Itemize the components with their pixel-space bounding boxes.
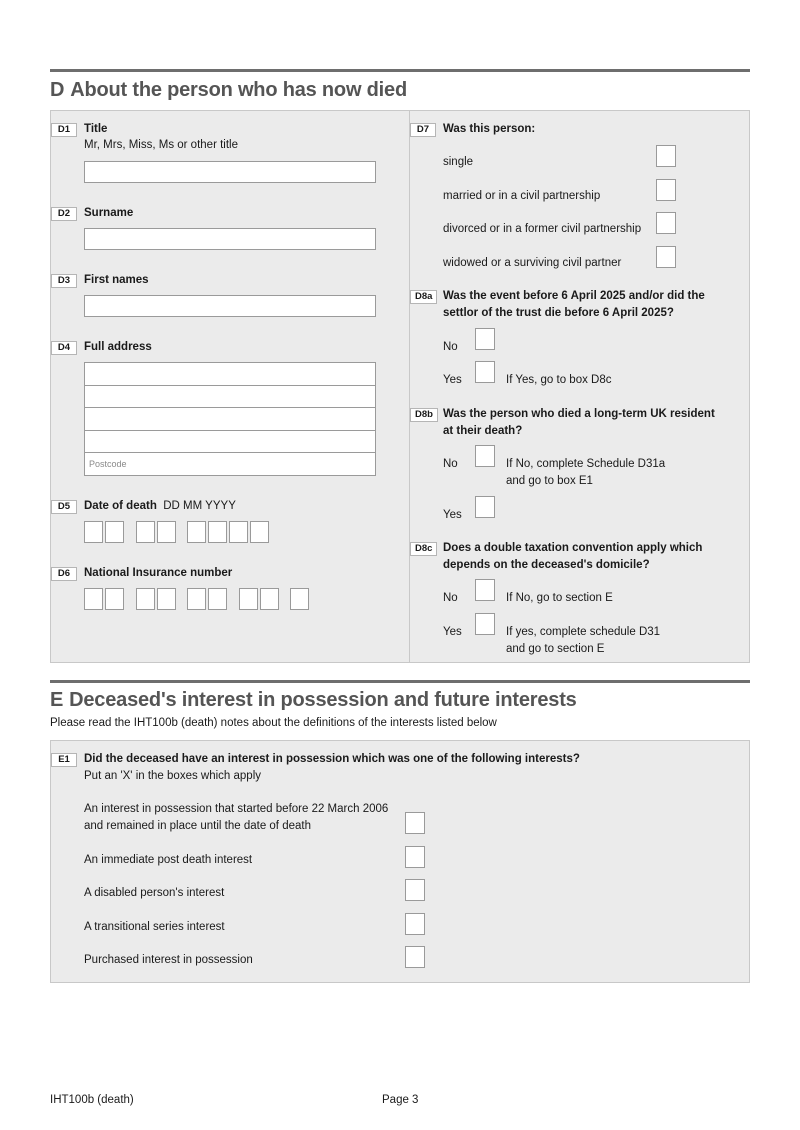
date-of-death-day-2[interactable] bbox=[105, 521, 124, 543]
d8b-no-note-line-1: If No, complete Schedule D31a bbox=[506, 458, 666, 470]
e1-option-3-checkbox[interactable] bbox=[405, 879, 425, 901]
e1-option-5-checkbox[interactable] bbox=[405, 946, 425, 968]
e1-option-4: A transitional series interest bbox=[84, 921, 225, 933]
title-input[interactable] bbox=[84, 161, 376, 183]
d8c-yes-note-line-1: If yes, complete schedule D31 bbox=[506, 626, 661, 638]
d8c-code: D8c bbox=[410, 542, 437, 556]
first-names-input[interactable] bbox=[84, 295, 376, 317]
section-d-heading: D About the person who has now died bbox=[50, 79, 407, 101]
postcode-field[interactable]: Postcode bbox=[89, 459, 127, 470]
ni-number-box-5[interactable] bbox=[187, 588, 206, 610]
d8b-yes-label: Yes bbox=[443, 509, 462, 521]
d3-label: First names bbox=[84, 274, 149, 286]
section-e-intro: Please read the IHT100b (death) notes about the definitions of the interests listed below bbox=[50, 717, 497, 729]
footer-page-number: Page 3 bbox=[382, 1094, 419, 1106]
section-e-heading: E Deceased's interest in possession and future interests bbox=[50, 689, 577, 711]
d4-label: Full address bbox=[84, 341, 152, 353]
address-line-3[interactable] bbox=[85, 408, 375, 431]
e1-option-2: An immediate post death interest bbox=[84, 854, 253, 866]
d8a-no-checkbox[interactable] bbox=[475, 328, 495, 350]
d8c-no-note: If No, go to section E bbox=[506, 592, 613, 604]
d5-label: Date of death DD MM YYYY bbox=[84, 500, 236, 512]
e1-option-5: Purchased interest in possession bbox=[84, 954, 253, 966]
d7-divorced-checkbox[interactable] bbox=[656, 212, 676, 234]
d7-married-checkbox[interactable] bbox=[656, 179, 676, 201]
d8b-no-checkbox[interactable] bbox=[475, 445, 495, 467]
address-line-4[interactable] bbox=[85, 431, 375, 454]
d8b-label-line-1: Was the person who died a long-term UK resident bbox=[443, 408, 715, 420]
d7-option-married: married or in a civil partnership bbox=[443, 190, 601, 202]
ni-number-box-7[interactable] bbox=[239, 588, 258, 610]
ni-number-box-3[interactable] bbox=[136, 588, 155, 610]
d1-label: Title bbox=[84, 123, 108, 135]
d8a-code: D8a bbox=[410, 290, 437, 304]
d8b-no-note-line-2: and go to box E1 bbox=[506, 475, 593, 487]
section-e-rule bbox=[50, 680, 750, 683]
d7-option-single: single bbox=[443, 156, 474, 168]
d7-label: Was this person: bbox=[443, 123, 536, 135]
d8c-yes-checkbox[interactable] bbox=[475, 613, 495, 635]
d8b-label-line-2: at their death? bbox=[443, 425, 523, 437]
d7-single-checkbox[interactable] bbox=[656, 145, 676, 167]
e1-hint: Put an 'X' in the boxes which apply bbox=[84, 770, 261, 782]
d8a-no-label: No bbox=[443, 341, 458, 353]
d8c-no-label: No bbox=[443, 592, 458, 604]
d8c-no-checkbox[interactable] bbox=[475, 579, 495, 601]
d8a-label-line-2: settlor of the trust die before 6 April 2025? bbox=[443, 307, 674, 319]
e1-option-1-checkbox[interactable] bbox=[405, 812, 425, 834]
e1-option-1-line-2: and remained in place until the date of death bbox=[84, 820, 311, 832]
ni-number-box-4[interactable] bbox=[157, 588, 176, 610]
d7-widowed-checkbox[interactable] bbox=[656, 246, 676, 268]
d8c-yes-label: Yes bbox=[443, 626, 462, 638]
e1-option-2-checkbox[interactable] bbox=[405, 846, 425, 868]
d2-code: D2 bbox=[51, 207, 77, 221]
d8a-yes-note: If Yes, go to box D8c bbox=[506, 374, 612, 386]
ni-number-box-9[interactable] bbox=[290, 588, 309, 610]
d7-code: D7 bbox=[410, 123, 436, 137]
d3-code: D3 bbox=[51, 274, 77, 288]
section-d-rule bbox=[50, 69, 750, 72]
full-address-field[interactable] bbox=[84, 362, 376, 476]
d8a-yes-checkbox[interactable] bbox=[475, 361, 495, 383]
date-of-death-year-3[interactable] bbox=[229, 521, 248, 543]
d8a-label-line-1: Was the event before 6 April 2025 and/or did the bbox=[443, 290, 705, 302]
d8b-no-label: No bbox=[443, 458, 458, 470]
d8a-yes-label: Yes bbox=[443, 374, 462, 386]
d8c-yes-note-line-2: and go to section E bbox=[506, 643, 605, 655]
address-line-2[interactable] bbox=[85, 386, 375, 409]
d7-option-divorced: divorced or in a former civil partnership bbox=[443, 223, 642, 235]
e1-code: E1 bbox=[51, 753, 77, 767]
d1-code: D1 bbox=[51, 123, 77, 137]
d8c-label-line-2: depends on the deceased's domicile? bbox=[443, 559, 650, 571]
date-of-death-year-1[interactable] bbox=[187, 521, 206, 543]
d5-code: D5 bbox=[51, 500, 77, 514]
d6-code: D6 bbox=[51, 567, 77, 581]
d8c-label-line-1: Does a double taxation convention apply which bbox=[443, 542, 703, 554]
d8b-yes-checkbox[interactable] bbox=[475, 496, 495, 518]
e1-option-1-line-1: An interest in possession that started before 22 March 2006 bbox=[84, 803, 389, 815]
d8b-code: D8b bbox=[410, 408, 438, 422]
d7-option-widowed: widowed or a surviving civil partner bbox=[443, 257, 622, 269]
date-of-death-day-1[interactable] bbox=[84, 521, 103, 543]
date-of-death-year-2[interactable] bbox=[208, 521, 227, 543]
ni-number-box-1[interactable] bbox=[84, 588, 103, 610]
date-of-death-year-4[interactable] bbox=[250, 521, 269, 543]
d4-code: D4 bbox=[51, 341, 77, 355]
e1-label: Did the deceased have an interest in possession which was one of the following interests? bbox=[84, 753, 580, 765]
e1-option-4-checkbox[interactable] bbox=[405, 913, 425, 935]
ni-number-box-6[interactable] bbox=[208, 588, 227, 610]
date-of-death-month-2[interactable] bbox=[157, 521, 176, 543]
date-of-death-month-1[interactable] bbox=[136, 521, 155, 543]
d2-label: Surname bbox=[84, 207, 134, 219]
ni-number-box-2[interactable] bbox=[105, 588, 124, 610]
footer-form-name: IHT100b (death) bbox=[50, 1094, 134, 1106]
address-line-1[interactable] bbox=[85, 363, 375, 386]
d1-hint: Mr, Mrs, Miss, Ms or other title bbox=[84, 139, 238, 151]
d6-label: National Insurance number bbox=[84, 567, 233, 579]
e1-option-3: A disabled person's interest bbox=[84, 887, 225, 899]
section-d-column-divider bbox=[409, 110, 410, 663]
ni-number-box-8[interactable] bbox=[260, 588, 279, 610]
surname-input[interactable] bbox=[84, 228, 376, 250]
